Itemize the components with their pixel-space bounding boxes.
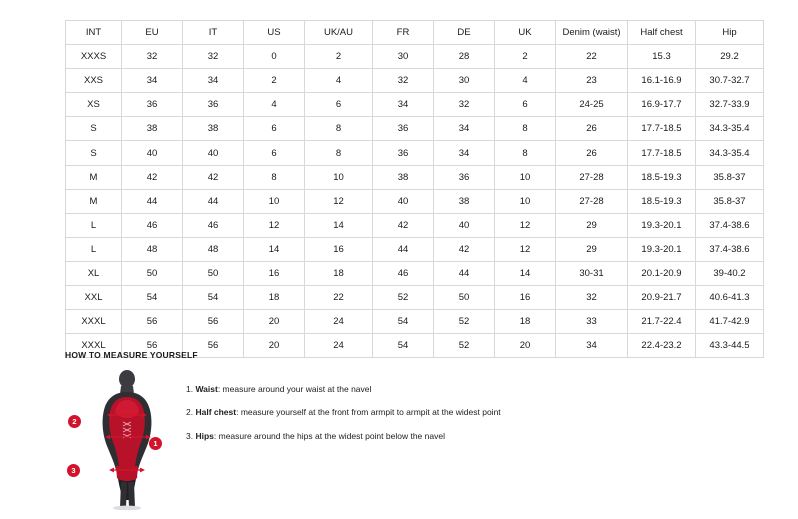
cell-denim-waist: 27-28 bbox=[556, 165, 628, 189]
cell-half-chest: 15.3 bbox=[628, 45, 696, 69]
cell-int: S bbox=[66, 141, 122, 165]
cell-uk-au: 8 bbox=[305, 117, 373, 141]
cell-it: 50 bbox=[183, 261, 244, 285]
column-header-hip: Hip bbox=[696, 21, 764, 45]
cell-denim-waist: 29 bbox=[556, 213, 628, 237]
cell-denim-waist: 34 bbox=[556, 334, 628, 358]
cell-uk-au: 12 bbox=[305, 189, 373, 213]
cell-uk: 6 bbox=[495, 93, 556, 117]
cell-it: 56 bbox=[183, 310, 244, 334]
cell-hip: 35.8-37 bbox=[696, 189, 764, 213]
cell-fr: 36 bbox=[373, 141, 434, 165]
cell-uk: 16 bbox=[495, 286, 556, 310]
table-row bbox=[66, 165, 764, 189]
table-row bbox=[66, 141, 764, 165]
cell-uk-au: 24 bbox=[305, 334, 373, 358]
cell-fr: 46 bbox=[373, 261, 434, 285]
cell-us: 4 bbox=[244, 93, 305, 117]
cell-it: 44 bbox=[183, 189, 244, 213]
cell-uk-au: 16 bbox=[305, 237, 373, 261]
cell-int: XXXL bbox=[66, 334, 122, 358]
table-row bbox=[66, 237, 764, 261]
cell-int: XXXL bbox=[66, 310, 122, 334]
cell-int: L bbox=[66, 237, 122, 261]
cell-uk: 10 bbox=[495, 189, 556, 213]
column-header-eu: EU bbox=[122, 21, 183, 45]
cell-us: 10 bbox=[244, 189, 305, 213]
cell-hip: 32.7-33.9 bbox=[696, 93, 764, 117]
cell-denim-waist: 24-25 bbox=[556, 93, 628, 117]
table-row bbox=[66, 261, 764, 285]
cell-half-chest: 16.1-16.9 bbox=[628, 69, 696, 93]
cell-us: 16 bbox=[244, 261, 305, 285]
cell-denim-waist: 30-31 bbox=[556, 261, 628, 285]
cell-uk: 8 bbox=[495, 117, 556, 141]
cell-de: 30 bbox=[434, 69, 495, 93]
measure-note-waist bbox=[186, 384, 501, 395]
cell-eu: 38 bbox=[122, 117, 183, 141]
cell-int: M bbox=[66, 189, 122, 213]
cell-denim-waist: 29 bbox=[556, 237, 628, 261]
cell-fr: 54 bbox=[373, 334, 434, 358]
cell-eu: 48 bbox=[122, 237, 183, 261]
cell-fr: 54 bbox=[373, 310, 434, 334]
measure-badge-3: 3 bbox=[67, 464, 80, 477]
cell-eu: 40 bbox=[122, 141, 183, 165]
cell-half-chest: 20.9-21.7 bbox=[628, 286, 696, 310]
cell-int: L bbox=[66, 213, 122, 237]
cell-half-chest: 18.5-19.3 bbox=[628, 165, 696, 189]
cell-uk: 18 bbox=[495, 310, 556, 334]
cell-fr: 42 bbox=[373, 213, 434, 237]
cell-us: 8 bbox=[244, 165, 305, 189]
cell-uk-au: 2 bbox=[305, 45, 373, 69]
cell-us: 12 bbox=[244, 213, 305, 237]
cell-us: 2 bbox=[244, 69, 305, 93]
cell-uk: 12 bbox=[495, 237, 556, 261]
cell-it: 40 bbox=[183, 141, 244, 165]
table-row bbox=[66, 45, 764, 69]
cell-de: 44 bbox=[434, 261, 495, 285]
cell-half-chest: 17.7-18.5 bbox=[628, 141, 696, 165]
cell-hip: 35.8-37 bbox=[696, 165, 764, 189]
measure-note-hips bbox=[186, 431, 501, 442]
cell-de: 34 bbox=[434, 141, 495, 165]
cell-eu: 36 bbox=[122, 93, 183, 117]
cell-fr: 40 bbox=[373, 189, 434, 213]
cell-int: S bbox=[66, 117, 122, 141]
column-header-fr: FR bbox=[373, 21, 434, 45]
cell-half-chest: 19.3-20.1 bbox=[628, 213, 696, 237]
cell-eu: 46 bbox=[122, 213, 183, 237]
cell-de: 40 bbox=[434, 213, 495, 237]
cell-uk-au: 22 bbox=[305, 286, 373, 310]
cell-half-chest: 17.7-18.5 bbox=[628, 117, 696, 141]
cell-int: XXXS bbox=[66, 45, 122, 69]
measure-note-term: Hips bbox=[195, 430, 214, 441]
column-header-uk: UK bbox=[495, 21, 556, 45]
size-chart-table bbox=[65, 20, 764, 358]
table-row bbox=[66, 189, 764, 213]
cell-it: 56 bbox=[183, 334, 244, 358]
cell-uk: 20 bbox=[495, 334, 556, 358]
cell-fr: 34 bbox=[373, 93, 434, 117]
cell-fr: 32 bbox=[373, 69, 434, 93]
how-to-measure-section bbox=[65, 350, 733, 510]
cell-fr: 30 bbox=[373, 45, 434, 69]
cell-uk-au: 10 bbox=[305, 165, 373, 189]
measure-note-term: Half chest bbox=[195, 407, 237, 418]
cell-eu: 42 bbox=[122, 165, 183, 189]
measure-badge-2: 2 bbox=[68, 415, 81, 428]
cell-fr: 44 bbox=[373, 237, 434, 261]
cell-uk: 12 bbox=[495, 213, 556, 237]
cell-uk-au: 4 bbox=[305, 69, 373, 93]
cell-us: 6 bbox=[244, 117, 305, 141]
cell-it: 34 bbox=[183, 69, 244, 93]
cell-uk: 8 bbox=[495, 141, 556, 165]
cell-half-chest: 20.1-20.9 bbox=[628, 261, 696, 285]
column-header-half-chest: Half chest bbox=[628, 21, 696, 45]
cell-hip: 41.7-42.9 bbox=[696, 310, 764, 334]
cell-it: 46 bbox=[183, 213, 244, 237]
cell-hip: 39-40.2 bbox=[696, 261, 764, 285]
measure-note-text: : measure yourself at the front from armpit to armpit at the widest point bbox=[236, 407, 501, 418]
cell-eu: 56 bbox=[122, 334, 183, 358]
cell-hip: 37.4-38.6 bbox=[696, 237, 764, 261]
cell-int: XS bbox=[66, 93, 122, 117]
cell-int: XXS bbox=[66, 69, 122, 93]
table-row bbox=[66, 69, 764, 93]
cell-us: 20 bbox=[244, 334, 305, 358]
column-header-denim-waist: Denim (waist) bbox=[556, 21, 628, 45]
cell-us: 20 bbox=[244, 310, 305, 334]
measure-note-number: 3. bbox=[186, 430, 194, 441]
column-header-us: US bbox=[244, 21, 305, 45]
table-row bbox=[66, 93, 764, 117]
cell-de: 28 bbox=[434, 45, 495, 69]
cell-hip: 30.7-32.7 bbox=[696, 69, 764, 93]
cell-uk-au: 8 bbox=[305, 141, 373, 165]
column-header-uk-au: UK/AU bbox=[305, 21, 373, 45]
cell-denim-waist: 23 bbox=[556, 69, 628, 93]
cell-it: 54 bbox=[183, 286, 244, 310]
cell-it: 32 bbox=[183, 45, 244, 69]
cell-it: 48 bbox=[183, 237, 244, 261]
cell-uk: 10 bbox=[495, 165, 556, 189]
measure-note-text: : measure around the hips at the widest point below the navel bbox=[213, 430, 445, 441]
cell-denim-waist: 32 bbox=[556, 286, 628, 310]
cell-de: 38 bbox=[434, 189, 495, 213]
cell-us: 14 bbox=[244, 237, 305, 261]
cell-uk-au: 18 bbox=[305, 261, 373, 285]
cell-uk-au: 24 bbox=[305, 310, 373, 334]
how-to-measure-title: HOW TO MEASURE YOURSELF bbox=[65, 350, 198, 360]
cell-hip: 29.2 bbox=[696, 45, 764, 69]
cell-half-chest: 19.3-20.1 bbox=[628, 237, 696, 261]
cell-eu: 44 bbox=[122, 189, 183, 213]
cell-eu: 50 bbox=[122, 261, 183, 285]
cell-uk: 14 bbox=[495, 261, 556, 285]
cell-half-chest: 22.4-23.2 bbox=[628, 334, 696, 358]
cell-denim-waist: 22 bbox=[556, 45, 628, 69]
cell-it: 42 bbox=[183, 165, 244, 189]
table-row bbox=[66, 286, 764, 310]
measure-note-half-chest bbox=[186, 407, 501, 418]
column-header-it: IT bbox=[183, 21, 244, 45]
cell-de: 36 bbox=[434, 165, 495, 189]
table-header-row bbox=[66, 21, 764, 45]
cell-int: XXL bbox=[66, 286, 122, 310]
column-header-int: INT bbox=[66, 21, 122, 45]
measure-note-term: Waist bbox=[195, 384, 218, 394]
cell-de: 34 bbox=[434, 117, 495, 141]
cell-eu: 34 bbox=[122, 69, 183, 93]
cell-uk-au: 14 bbox=[305, 213, 373, 237]
cell-uk: 2 bbox=[495, 45, 556, 69]
cell-de: 52 bbox=[434, 334, 495, 358]
cell-de: 32 bbox=[434, 93, 495, 117]
cell-eu: 56 bbox=[122, 310, 183, 334]
cell-us: 0 bbox=[244, 45, 305, 69]
cell-denim-waist: 26 bbox=[556, 117, 628, 141]
cell-de: 42 bbox=[434, 237, 495, 261]
cell-us: 18 bbox=[244, 286, 305, 310]
cell-de: 52 bbox=[434, 310, 495, 334]
cell-hip: 37.4-38.6 bbox=[696, 213, 764, 237]
cell-denim-waist: 27-28 bbox=[556, 189, 628, 213]
measure-badge-1: 1 bbox=[149, 437, 162, 450]
measure-note-number: 1. bbox=[186, 384, 194, 394]
cell-eu: 54 bbox=[122, 286, 183, 310]
cell-int: M bbox=[66, 165, 122, 189]
cell-half-chest: 16.9-17.7 bbox=[628, 93, 696, 117]
how-to-measure-body bbox=[65, 370, 733, 510]
measure-note-number: 2. bbox=[186, 407, 194, 418]
mannequin-figure-container bbox=[65, 370, 180, 510]
cell-hip: 40.6-41.3 bbox=[696, 286, 764, 310]
measure-note-text: : measure around your waist at the navel bbox=[217, 384, 372, 394]
cell-fr: 52 bbox=[373, 286, 434, 310]
cell-uk: 4 bbox=[495, 69, 556, 93]
table-row bbox=[66, 213, 764, 237]
cell-fr: 38 bbox=[373, 165, 434, 189]
cell-half-chest: 18.5-19.3 bbox=[628, 189, 696, 213]
table-row bbox=[66, 310, 764, 334]
cell-half-chest: 21.7-22.4 bbox=[628, 310, 696, 334]
cell-hip: 43.3-44.5 bbox=[696, 334, 764, 358]
cell-hip: 34.3-35.4 bbox=[696, 141, 764, 165]
cell-it: 38 bbox=[183, 117, 244, 141]
table-row bbox=[66, 117, 764, 141]
cell-fr: 36 bbox=[373, 117, 434, 141]
cell-uk-au: 6 bbox=[305, 93, 373, 117]
cell-us: 6 bbox=[244, 141, 305, 165]
cell-de: 50 bbox=[434, 286, 495, 310]
cell-eu: 32 bbox=[122, 45, 183, 69]
cell-hip: 34.3-35.4 bbox=[696, 117, 764, 141]
cell-it: 36 bbox=[183, 93, 244, 117]
cell-denim-waist: 33 bbox=[556, 310, 628, 334]
measure-notes-list bbox=[186, 370, 501, 454]
cell-denim-waist: 26 bbox=[556, 141, 628, 165]
column-header-de: DE bbox=[434, 21, 495, 45]
cell-int: XL bbox=[66, 261, 122, 285]
size-chart-container bbox=[65, 20, 750, 358]
